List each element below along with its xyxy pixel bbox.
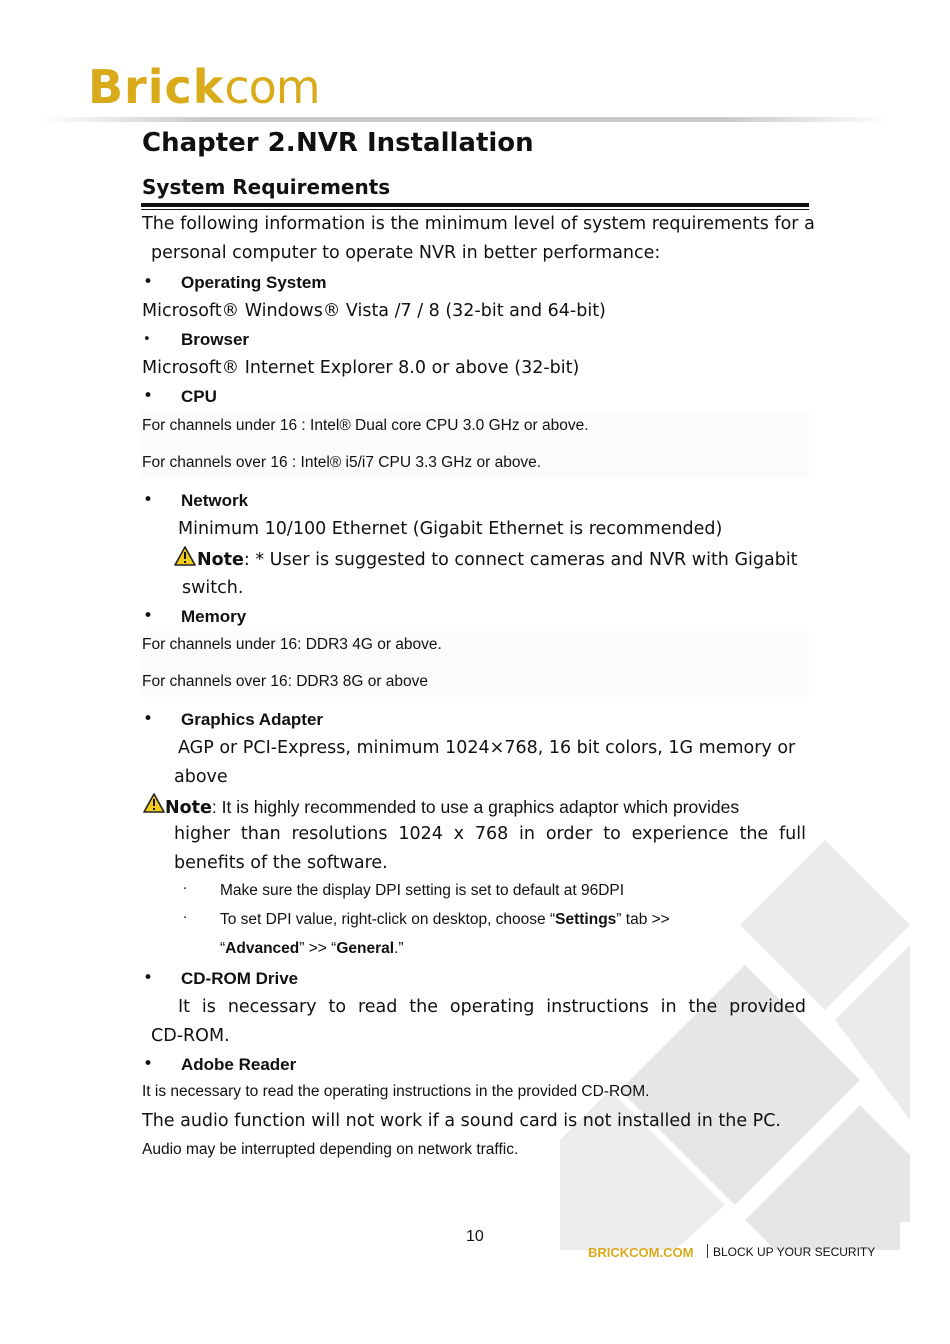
memory-heading: Memory — [181, 607, 247, 626]
bullet-icon: • — [143, 606, 154, 626]
graphics-note-line-3: benefits of the software. — [174, 853, 388, 873]
network-note-line-1: : * User is suggested to connect cameras and NVR with Gigabit — [243, 550, 798, 570]
network-note — [197, 550, 798, 570]
dpi-text: “ — [220, 940, 226, 957]
graphics-note — [165, 797, 739, 818]
graphics-text-line-1: AGP or PCI-Express, minimum 1024×768, 16 bit colors, 1G memory or — [178, 738, 796, 758]
network-note-line-2: switch. — [182, 578, 244, 598]
dpi-text: To set DPI value, right-click on desktop, choose “ — [220, 911, 556, 928]
footer-brand: BRICKCOM.COM — [588, 1245, 694, 1260]
audio-note-2: Audio may be interrupted depending on network traffic. — [142, 1141, 519, 1158]
page-number: 10 — [466, 1228, 484, 1245]
graphics-heading: Graphics Adapter — [181, 710, 324, 729]
adobe-heading: Adobe Reader — [181, 1055, 297, 1074]
header-divider — [40, 117, 890, 122]
note-label: Note — [197, 550, 244, 570]
brickcom-logo: Brickcom — [88, 60, 320, 114]
graphics-text-line-2: above — [174, 767, 228, 787]
bullet-icon: • — [143, 386, 154, 406]
bullet-icon: • — [143, 1054, 154, 1074]
dpi-text: .” — [394, 940, 404, 957]
dpi-text: ” tab >> — [616, 911, 670, 928]
chapter-title: NVR Installation — [296, 128, 534, 158]
memory-row-1: For channels under 16: DDR3 4G or above. — [142, 636, 442, 653]
note-label: Note — [165, 798, 212, 818]
browser-heading: Browser — [181, 330, 250, 349]
intro-line-2: personal computer to operate NVR in better performance: — [151, 243, 661, 263]
sub-bullet-icon: · — [183, 911, 188, 926]
advanced-label: Advanced — [225, 940, 300, 957]
memory-row-2: For channels over 16: DDR3 8G or above — [142, 673, 429, 690]
warning-icon — [174, 546, 196, 566]
audio-note-1: The audio function will not work if a sound card is not installed in the PC. — [142, 1111, 781, 1131]
cpu-row-2: For channels over 16 : Intel® i5/i7 CPU 3.3 GHz or above. — [142, 454, 542, 471]
adobe-text: It is necessary to read the operating instructions in the provided CD-ROM. — [142, 1083, 650, 1100]
section-title: System Requirements — [142, 175, 391, 199]
dpi-instruction-line-2 — [220, 940, 404, 958]
chapter-number: Chapter 2. — [142, 128, 296, 158]
bullet-icon: • — [143, 490, 154, 510]
os-heading: Operating System — [181, 273, 327, 292]
graphics-note-line-1: : It is highly recommended to use a graphics adaptor which provides — [211, 797, 740, 817]
footer-tagline: BLOCK UP YOUR SECURITY — [713, 1245, 876, 1259]
general-label: General — [336, 940, 395, 957]
browser-text: Microsoft® Internet Explorer 8.0 or above (32-bit) — [142, 358, 580, 378]
section-rule-thick — [141, 203, 809, 207]
cdrom-text-line-1: It is necessary to read the operating instructions in the provided — [178, 997, 806, 1017]
dpi-instruction-line-1 — [220, 911, 670, 929]
graphics-note-line-2: higher than resolutions 1024 x 768 in order to experience the full — [174, 824, 806, 844]
network-heading: Network — [181, 491, 249, 510]
footer-separator — [707, 1244, 708, 1258]
dpi-default-text: Make sure the display DPI setting is set to default at 96DPI — [220, 882, 625, 899]
section-rule-thin — [141, 209, 809, 210]
sub-bullet-icon: · — [183, 882, 188, 897]
bullet-icon: • — [143, 332, 151, 347]
cdrom-text-line-2: CD-ROM. — [151, 1026, 230, 1046]
warning-icon — [143, 793, 165, 813]
intro-line-1: The following information is the minimum level of system requirements for a — [142, 214, 815, 234]
bullet-icon: • — [143, 709, 154, 729]
cdrom-heading: CD-ROM Drive — [181, 969, 299, 988]
cpu-row-1: For channels under 16 : Intel® Dual core CPU 3.0 GHz or above. — [142, 417, 589, 434]
settings-label: Settings — [555, 911, 617, 928]
cpu-heading: CPU — [181, 387, 217, 406]
bullet-icon: • — [143, 968, 154, 988]
os-text: Microsoft® Windows® Vista /7 / 8 (32-bit and 64-bit) — [142, 301, 606, 321]
bullet-icon: • — [143, 272, 154, 292]
dpi-text: ” >> “ — [299, 940, 337, 957]
network-text: Minimum 10/100 Ethernet (Gigabit Ethernet is recommended) — [178, 519, 723, 539]
